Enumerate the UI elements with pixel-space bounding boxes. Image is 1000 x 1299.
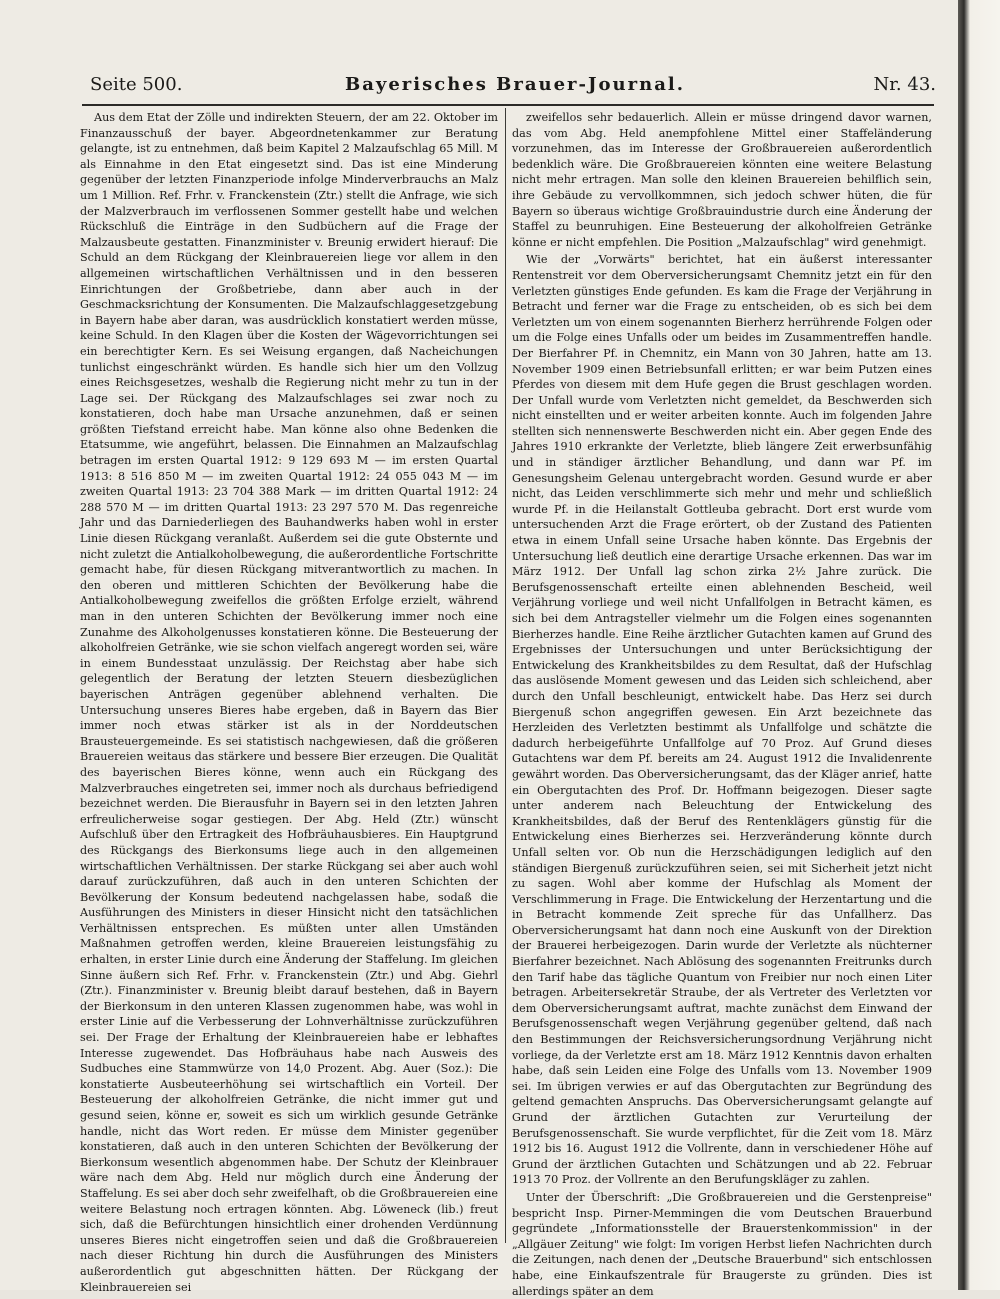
column-divider xyxy=(505,108,506,1243)
journal-title: Bayerisches Brauer-Journal. xyxy=(345,74,685,95)
article-paragraph: zweifellos sehr bedauerlich. Allein er müsse dringend davor warnen, das vom Abg. Held anempfohlene Mittel einer Staffeländerung vorzunehmen, das im Interesse der Großbrauereien außerordentlich bedenklich wäre. Die Großbrauereien könnten eine weitere Belastung nicht mehr ertragen. Man solle den kleinen Brauereien behilflich sein, ihre Gebäude zu vervollkommnen, sich jedoch schwer hüten, die für Bayern so überaus wichtige Großbrauindustrie durch eine Änderung der Staffel zu beunruhigen. Eine Besteuerung der alkoholfreien Getränke könne er nicht empfehlen. Die Position „Malzaufschlag" wird genehmigt. xyxy=(512,111,932,249)
article-paragraph: Wie der „Vorwärts" berichtet, hat ein äußerst interessanter Rentenstreit vor dem Oberversicherungsamt Chemnitz jetzt ein für den Verletzten günstiges Ende gefunden. Es kam die Frage der Verjährung in Betracht und ferner war die Frage zu entscheiden, ob es sich bei dem Verletzten um von einem sogenannten Bierherz herrührende Folgen oder um die Folge eines Unfalls oder um beides im Zusammentreffen handle. Der Bierfahrer Pf. in Chemnitz, ein Mann von 30 Jahren, hatte am 13. November 1909 einen Betriebsunfall erlitten; er war beim Putzen eines Pferdes von diesem mit dem Hufe gegen die Brust geschlagen worden. Der Unfall wurde vom Verletzten nicht gemeldet, da Beschwerden sich nicht einstellten und er weiter arbeiten konnte. Auch im folgenden Jahre stellten sich nennenswerte Beschwerden nicht ein. Aber gegen Ende des Jahres 1910 erkrankte der Verletzte, blieb längere Zeit erwerbsunfähig und in ständiger ärztlicher Behandlung, und dann war Pf. im Genesungsheim Gelenau untergebracht worden. Gesund wurde er aber nicht, das Leiden verschlimmerte sich mehr und mehr und schließlich wurde Pf. in die Heilanstalt Gottleuba gebracht. Dort erst wurde vom untersuchenden Arzt die Frage erörtert, ob der Zustand des Patienten etwa in einem Unfall seine Ursache haben könnte. Das Ergebnis der Untersuchung ließ deutlich eine derartige Ursache erkennen. Das war im März 1912. Der Unfall lag schon zirka 2½ Jahre zurück. Die Berufsgenossenschaft erteilte einen ablehnenden Bescheid, weil Verjährung vorliege und weil nicht Unfallfolgen in Betracht kämen, es sich bei dem Antragsteller vielmehr um die Folgen eines sogenannten Bierherzes handle. Eine Reihe ärztlicher Gutachten kamen auf Grund des Ergebnisses der Untersuchungen und unter Berücksichtigung der Entwickelung des Krankheitsbildes zu dem Resultat, daß der Hufschlag das auslösende Moment gewesen und das Leiden sich schleichend, aber durch den Unfall beschleunigt, entwickelt habe. Das Herz sei durch Biergenuß schon angegriffen gewesen. Ein Arzt bezeichnete das Herzleiden des Verletzten bestimmt als Unfallfolge und schätzte die dadurch herbeigeführte Unfallfolge auf 70 Proz. Auf Grund dieses Gutachtens war dem Pf. bereits am 24. August 1912 die Invalidenrente gewährt worden. Das Oberversicherungsamt, das der Kläger anrief, hatte ein Obergutachten des Prof. Dr. Hoffmann beigezogen. Dieser sagte unter anderem nach Beleuchtung der Entwickelung des Krankheitsbildes, daß der Beruf des Rentenklägers günstig für die Entwickelung eines Bierherzes sei. Herzveränderung könnte durch Unfall selten vor. Ob nun die Herzschädigungen lediglich auf den ständigen Biergenuß zurückzuführen seien, sei mit Sicherheit jetzt nicht zu sagen. Wohl aber komme der Hufschlag als Moment der Verschlimmerung in Frage. Die Entwickelung der Herzentartung und die in Betracht kommende Zeit spreche für das Unfallherz. Das Oberversicherungsamt hat dann noch eine Auskunft von der Direktion der Brauerei herbeigezogen. Darin wurde der Verletzte als nüchterner Bierfahrer bezeichnet. Nach Ablösung des sogenannten Freitrunks durch den Tarif habe das tägliche Quantum von Freibier nur noch einen Liter betragen. Arbeitersekretär Straube, der als Vertreter des Verletzten vor dem Oberversicherungsamt auftrat, machte zunächst dem Einwand der Berufsgenossenschaft wegen Verjährung gegenüber geltend, daß nach den Bestimmungen der Reichsversicherungsordnung Verjährung nicht vorliege, da der Verletzte erst am 18. März 1912 Kenntnis davon erhalten habe, daß sein Leiden eine Folge des Unfalls vom 13. November 1909 sei. Im übrigen verwies er auf das Obergutachten zur Begründung des geltend gemachten Anspruchs. Das Oberversicherungsamt gelangte auf Grund der ärztlichen Gutachten zur Verurteilung der Berufsgenossenschaft. Sie wurde verpflichtet, für die Zeit vom 18. März 1912 bis 16. August 1912 die Vollrente, dann in verschiedener Höhe auf Grund der ärztlichen Gutachten und Schätzungen und ab 22. Februar 1913 70 Proz. der Vollrente an den Berufungskläger zu zahlen. xyxy=(512,253,932,1187)
header-rule xyxy=(82,104,934,106)
book-binding-edge xyxy=(958,0,1000,1290)
article-paragraph: Aus dem Etat der Zölle und indirekten Steuern, der am 22. Oktober im Finanzausschuß der bayer. Abgeordnetenkammer zur Beratung gelangte, ist zu entnehmen, daß beim Kapitel 2 Malzaufschlag 65 Mill. M als Einnahme in den Etat eingesetzt sind. Das ist eine Minderung gegenüber der letzten Finanzperiode infolge Minderverbrauchs an Malz um 1 Million. Ref. Frhr. v. Franckenstein (Ztr.) stellt die Anfrage, wie sich der Malzverbrauch im verflossenen Sommer gestellt habe und welchen Rückschluß die Einträge in den Sudbüchern auf die Frage der Malzausbeute gestatten. Finanzminister v. Breunig erwidert hierauf: Die Schuld an dem Rückgang der Kleinbrauereien liege vor allem in den allgemeinen wirtschaftlichen Verhältnissen und in den besseren Einrichtungen der Großbetriebe, dann aber auch in der Geschmacksrichtung der Konsumenten. Die Malzaufschlaggesetzgebung in Bayern habe aber daran, was ausdrücklich konstatiert werden müsse, keine Schuld. In den Klagen über die Kosten der Wägevorrichtungen sei ein berechtigter Kern. Es sei Weisung ergangen, daß Nacheichungen tunlichst eingeschränkt würden. Es handle sich hier um den Vollzug eines Reichsgesetzes, weshalb die Regierung nicht mehr zu tun in der Lage sei. Der Rückgang des Malzaufschlages sei zwar noch zu konstatieren, doch habe man Ursache anzunehmen, daß er seinen größten Tiefstand erreicht habe. Man könne also ohne Bedenken die Etatsumme, wie angeführt, belassen. Die Einnahmen an Malzaufschlag betragen im ersten Quartal 1912: 9 129 693 M — im ersten Quartal 1913: 8 516 850 M — im zweiten Quartal 1912: 24 055 043 M — im zweiten Quartal 1913: 23 704 388 Mark — im dritten Quartal 1912: 24 288 570 M — im dritten Quartal 1913: 23 297 570 M. Das regenreiche Jahr und das Darniederliegen des Bauhandwerks haben wohl in erster Linie diesen Rückgang veranlaßt. Außerdem sei die gute Obsternte und nicht zuletzt die Antialkoholbewegung, die außerordentliche Fortschritte gemacht habe, für diesen Rückgang mitverantwortlich zu machen. In den oberen und mittleren Schichten der Bevölkerung habe die Antialkoholbewegung zweifellos die größten Erfolge erzielt, während man in den unteren Schichten der Bevölkerung immer noch eine Zunahme des Alkoholgenusses konstatieren könne. Die Besteuerung der alkoholfreien Getränke, wie sie schon vielfach angeregt worden sei, wäre in einem Bundesstaat unzulässig. Der Reichstag aber habe sich gelegentlich der Beratung der letzten Steuern diesbezüglichen bayerischen Anträgen gegenüber ablehnend verhalten. Die Untersuchung unseres Bieres habe ergeben, daß in Bayern das Bier immer noch etwas stärker ist als in der Norddeutschen Brausteuergemeinde. Es sei statistisch nachgewiesen, daß die größeren Brauereien weitaus das stärkere und bessere Bier erzeugen. Die Qualität des bayerischen Bieres könne, wenn auch ein Rückgang des Malzverbrauches eingetreten sei, immer noch als durchaus befriedigend bezeichnet werden. Die Bierausfuhr in Bayern sei in den letzten Jahren erfreulicherweise sogar gestiegen. Der Abg. Held (Ztr.) wünscht Aufschluß über den Ertragkeit des Hofbräuhausbieres. Ein Hauptgrund des Rückgangs des Bierkonsums liege auch in den allgemeinen wirtschaftlichen Verhältnissen. Der starke Rückgang sei aber auch wohl darauf zurückzuführen, daß auch in den unteren Schichten der Bevölkerung der Konsum bedeutend nachgelassen habe, sodaß die Ausführungen des Ministers in dieser Hinsicht nicht den tatsächlichen Verhältnissen entsprechen. Es müßten unter allen Umständen Maßnahmen getroffen werden, kleine Brauereien leistungsfähig zu erhalten, in erster Linie durch eine Änderung der Staffelung. Im gleichen Sinne äußern sich Ref. Frhr. v. Franckenstein (Ztr.) und Abg. Giehrl (Ztr.). Finanzminister v. Breunig bleibt darauf bestehen, daß in Bayern der Bierkonsum in den unteren Klassen zugenommen habe, was wohl in erster Linie auf die Verbesserung der Lohnverhältnisse zurückzuführen sei. Der Frage der Erhaltung der Kleinbrauereien habe er lebhaftes Interesse zugewendet. Das Hofbräuhaus habe nach Ausweis des Sudbuches eine Stammwürze von 14,0 Prozent. Abg. Auer (Soz.): Die konstatierte Ausbeuteerhöhung sei wirtschaftlich ein Vorteil. Der Besteuerung der alkoholfreien Getränke, die nicht immer gut und gesund seien, könne er, soweit es sich um wirklich gesunde Getränke handle, nicht das Wort reden. Er müsse dem Minister gegenüber konstatieren, daß auch in den unteren Schichten der Bevölkerung der Bierkonsum wesentlich abgenommen habe. Der Schutz der Kleinbrauer wäre nach dem Abg. Held nur möglich durch eine Änderung der Staffelung. Es sei aber doch sehr zweifelhaft, ob die Großbrauereien eine weitere Belastung noch ertragen könnten. Abg. Löweneck (lib.) freut sich, daß die Befürchtungen hinsichtlich einer drohenden Verdünnung unseres Bieres nicht eingetroffen seien und daß die Großbrauereien nach dieser Richtung hin durch die Ausführungen des Ministers außerordentlich gut abgeschnitten hätten. Der Rückgang der Kleinbrauereien sei xyxy=(80,111,498,1294)
page-header xyxy=(90,70,940,100)
left-column xyxy=(80,110,498,1294)
right-column xyxy=(512,110,932,1298)
page-number: Seite 500. xyxy=(90,74,183,95)
issue-number: Nr. 43. xyxy=(873,74,936,95)
article-paragraph: Unter der Überschrift: „Die Großbrauereien und die Gerstenpreise" bespricht Insp. Pirner-Memmingen die vom Deutschen Brauerbund gegründete „Informationsstelle der Brauerstenkommission" in der „Allgäuer Zeitung" wie folgt: Im vorigen Herbst liefen Nachrichten durch die Zeitungen, nach denen der „Deutsche Brauerbund" sich entschlossen habe, eine Einkaufszentrale für Braugerste zu gründen. Dies ist allerdings später an dem xyxy=(512,1190,932,1298)
